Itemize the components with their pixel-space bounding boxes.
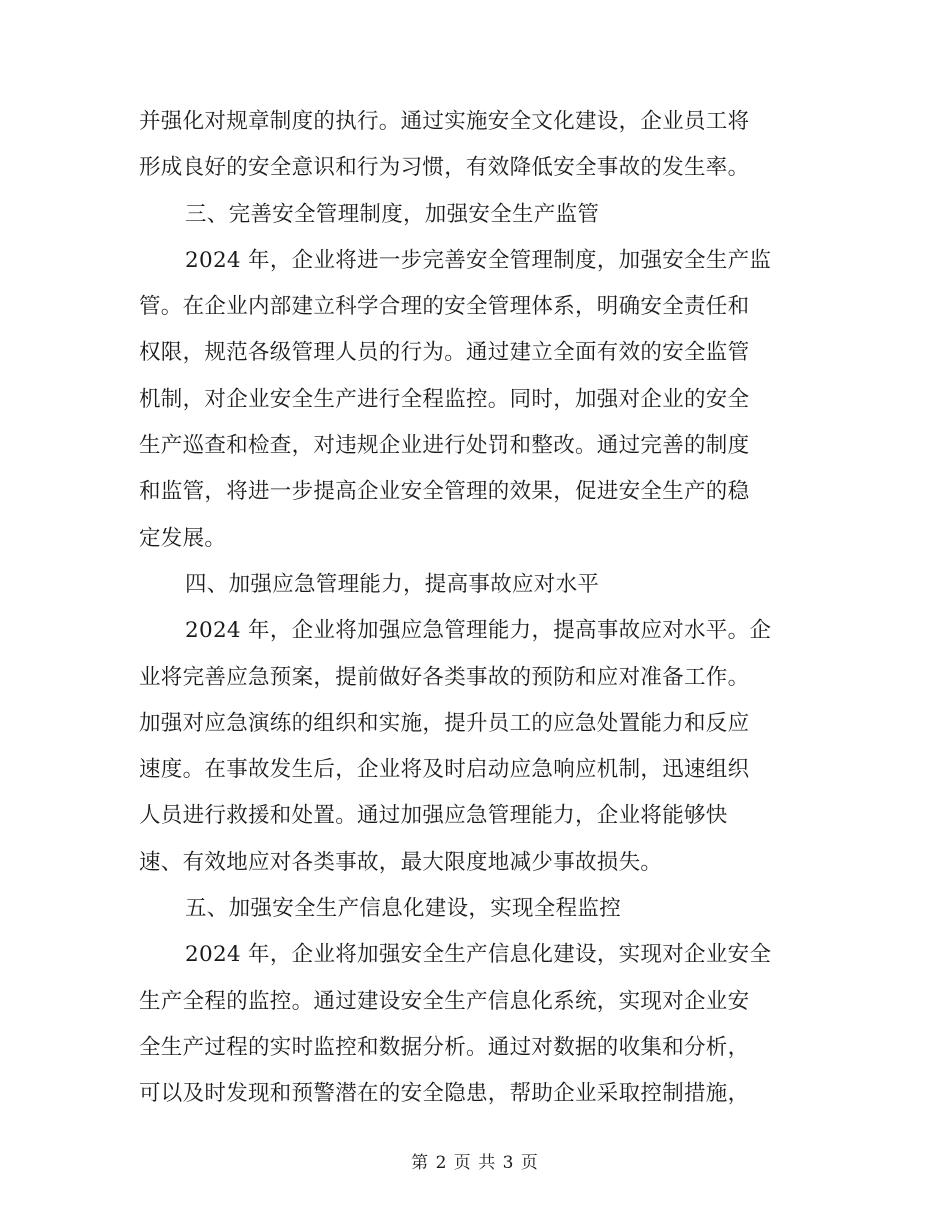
page-body: [139, 99, 804, 1118]
text-line: 可以及时发现和预警潜在的安全隐患，帮助企业采取控制措施，: [139, 1081, 750, 1107]
text-line: 2024 年，企业将进一步完善安全管理制度，加强安全生产监: [185, 247, 772, 273]
text-line: 机制，对企业安全生产进行全程监控。同时，加强对企业的安全: [139, 386, 750, 412]
text-line: 和监管，将进一步提高企业安全管理的效果，促进安全生产的稳: [139, 479, 750, 505]
text-line: 2024 年，企业将加强安全生产信息化建设，实现对企业安全: [185, 942, 772, 968]
text-line: 形成良好的安全意识和行为习惯，有效降低安全事故的发生率。: [139, 155, 750, 181]
page-number-footer: 第 2 页 共 3 页: [411, 1153, 539, 1173]
text-line: 2024 年，企业将加强应急管理能力，提高事故应对水平。企: [185, 618, 772, 644]
section-heading: 三、完善安全管理制度，加强安全生产监管: [185, 201, 600, 227]
text-line: 权限，规范各级管理人员的行为。通过建立全面有效的安全监管: [139, 340, 750, 366]
text-line: 生产全程的监控。通过建设安全生产信息化系统，实现对企业安: [139, 988, 750, 1014]
text-line: 管。在企业内部建立科学合理的安全管理体系，明确安全责任和: [139, 294, 750, 320]
text-line: 生产巡查和检查，对违规企业进行处罚和整改。通过完善的制度: [139, 433, 750, 459]
text-line: 定发展。: [139, 525, 227, 551]
text-line: 加强对应急演练的组织和实施，提升员工的应急处置能力和反应: [139, 710, 750, 736]
section-heading: 五、加强安全生产信息化建设，实现全程监控: [185, 896, 622, 922]
text-line: 全生产过程的实时监控和数据分析。通过对数据的收集和分析，: [139, 1034, 750, 1060]
section-heading: 四、加强应急管理能力，提高事故应对水平: [185, 571, 600, 597]
text-line: 速、有效地应对各类事故，最大限度地减少事故损失。: [139, 849, 663, 875]
text-line: 人员进行救援和处置。通过加强应急管理能力，企业将能够快: [139, 803, 728, 829]
text-line: 速度。在事故发生后，企业将及时启动应急响应机制，迅速组织: [139, 757, 750, 783]
text-line: 并强化对规章制度的执行。通过实施安全文化建设，企业员工将: [139, 109, 750, 134]
text-line: 业将完善应急预案，提前做好各类事故的预防和应对准备工作。: [139, 664, 750, 690]
